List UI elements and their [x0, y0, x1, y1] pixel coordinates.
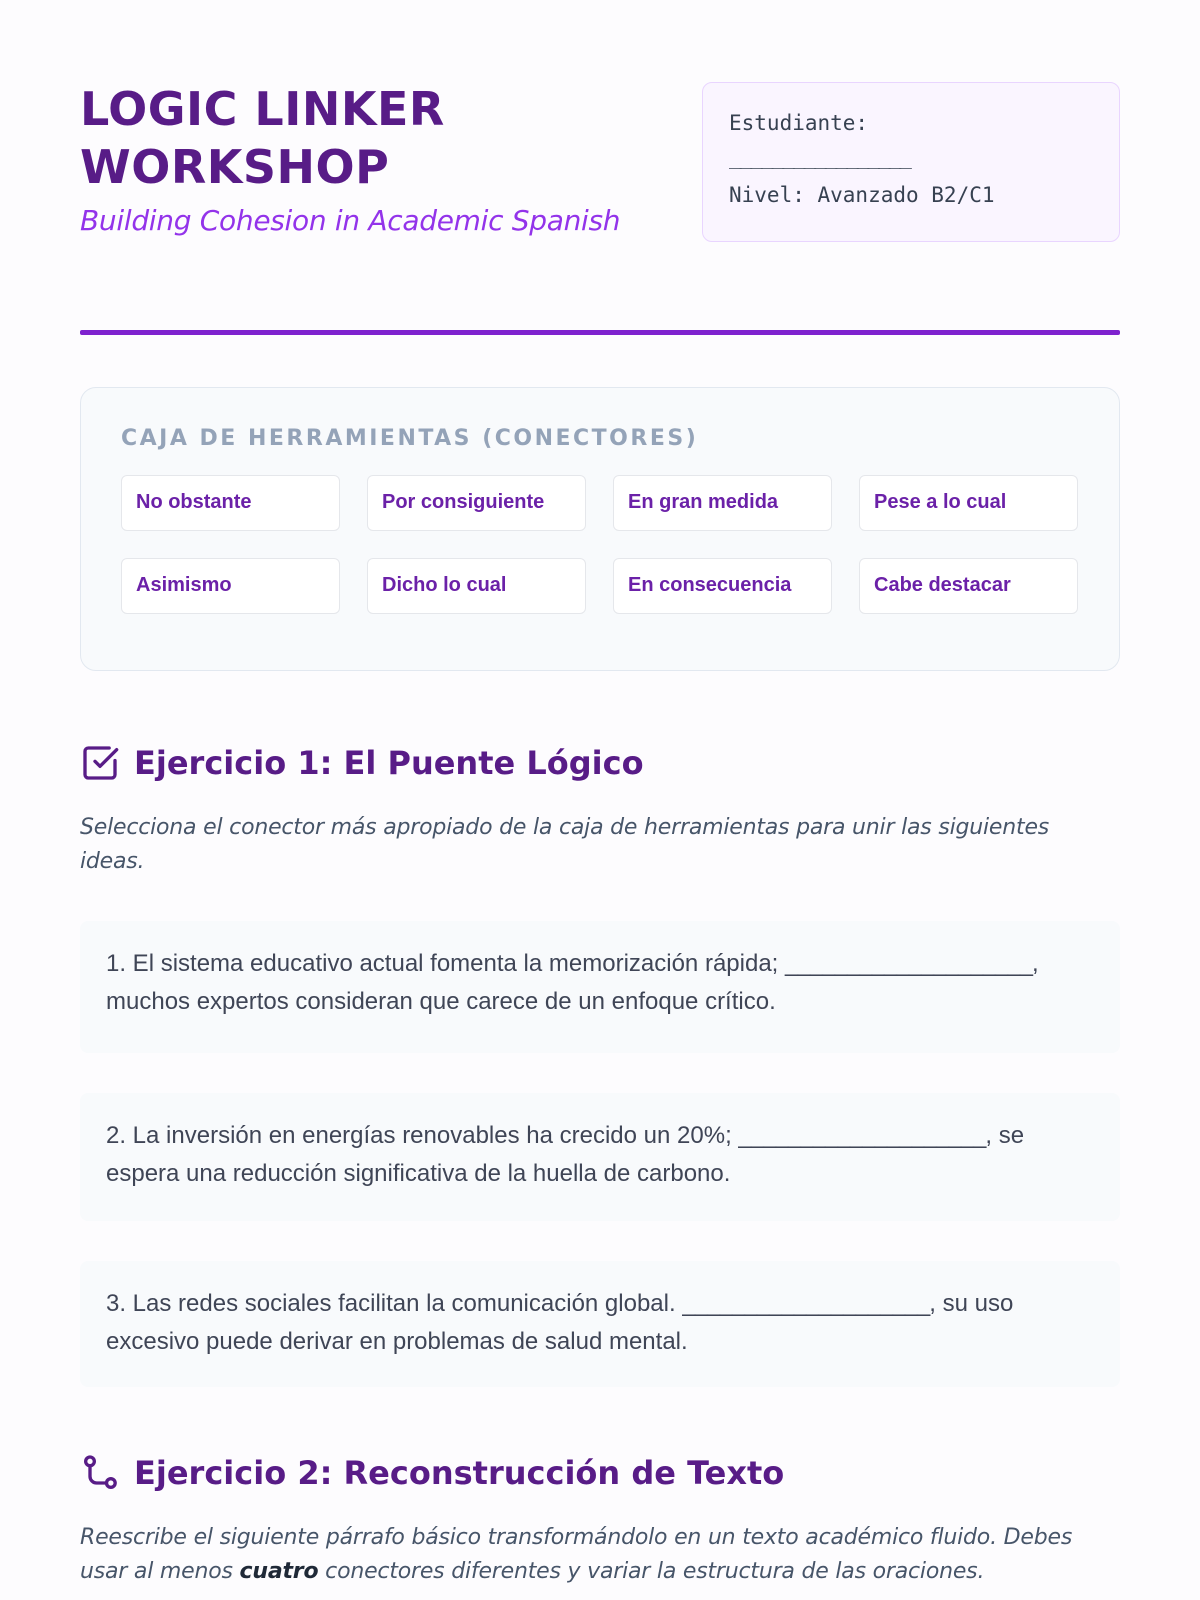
answer-blank[interactable]: ____________________ [785, 950, 1032, 977]
item-text-after: , muchos expertos consideran que carece de un enfoque crítico. [106, 950, 1039, 1015]
item-text-after: , se espera una reducción significativa de la huella de carbono. [106, 1122, 1025, 1187]
student-name-blank[interactable]: _________________ [729, 145, 910, 169]
title-line-1: LOGIC LINKER [80, 82, 445, 136]
connector-chip[interactable]: Asimismo [121, 558, 340, 614]
connector-chip[interactable]: En gran medida [613, 475, 832, 531]
connector-grid [121, 475, 1079, 614]
item-text-before: 2. La inversión en energías renovables ha crecido un 20%; [106, 1122, 739, 1149]
instructions-bold: cuatro [239, 1559, 319, 1584]
exercise-1-title: Ejercicio 1: El Puente Lógico [134, 744, 644, 782]
route-icon [80, 1453, 120, 1493]
instructions-part-1: Reescribe el siguiente párrafo básico transformándolo en un texto académico fluido. Debes usar al menos [80, 1525, 1073, 1584]
checkbox-icon [80, 743, 120, 783]
connector-chip[interactable]: En consecuencia [613, 558, 832, 614]
worksheet-title [80, 80, 680, 196]
answer-blank[interactable]: ____________________ [738, 1122, 986, 1149]
item-text-before: 3. Las redes sociales facilitan la comunicación global. [106, 1290, 683, 1317]
exercise-1-instructions: Selecciona el conector más apropiado de la caja de herramientas para unir las siguientes ideas. [80, 815, 1050, 874]
exercise-item [80, 1093, 1120, 1221]
worksheet-subtitle: Building Cohesion in Academic Spanish [80, 204, 621, 237]
connector-chip[interactable]: Pese a lo cual [859, 475, 1078, 531]
connector-chip[interactable]: Por consiguiente [367, 475, 586, 531]
exercise-2-instructions [80, 1521, 1120, 1589]
exercise-item [80, 921, 1120, 1053]
exercise-2-heading [80, 1453, 1120, 1493]
toolbox-title: CAJA DE HERRAMIENTAS (CONECTORES) [121, 426, 699, 451]
exercise-1-section [80, 743, 1120, 1387]
connector-chip[interactable]: No obstante [121, 475, 340, 531]
connector-toolbox [80, 387, 1120, 671]
exercise-1-heading [80, 743, 1120, 783]
exercise-2-title: Ejercicio 2: Reconstrucción de Texto [134, 1454, 785, 1492]
connector-chip[interactable]: Cabe destacar [859, 558, 1078, 614]
header-divider [80, 330, 1120, 335]
title-line-2: WORKSHOP [80, 140, 390, 194]
student-info-card [702, 82, 1120, 242]
item-text-after: , su uso excesivo puede derivar en problemas de salud mental. [106, 1290, 1014, 1355]
answer-blank[interactable]: ____________________ [682, 1290, 930, 1317]
exercise-item [80, 1261, 1120, 1387]
item-text-before: 1. El sistema educativo actual fomenta la memorización rápida; [106, 950, 785, 977]
connector-chip[interactable]: Dicho lo cual [367, 558, 586, 614]
level-label: Nivel: Avanzado B2/C1 [729, 183, 995, 207]
worksheet-header [80, 80, 1120, 290]
student-label: Estudiante: [729, 111, 869, 135]
instructions-part-2: conectores diferentes y variar la estructura de las oraciones. [318, 1559, 985, 1584]
exercise-2-section [80, 1453, 1120, 1600]
